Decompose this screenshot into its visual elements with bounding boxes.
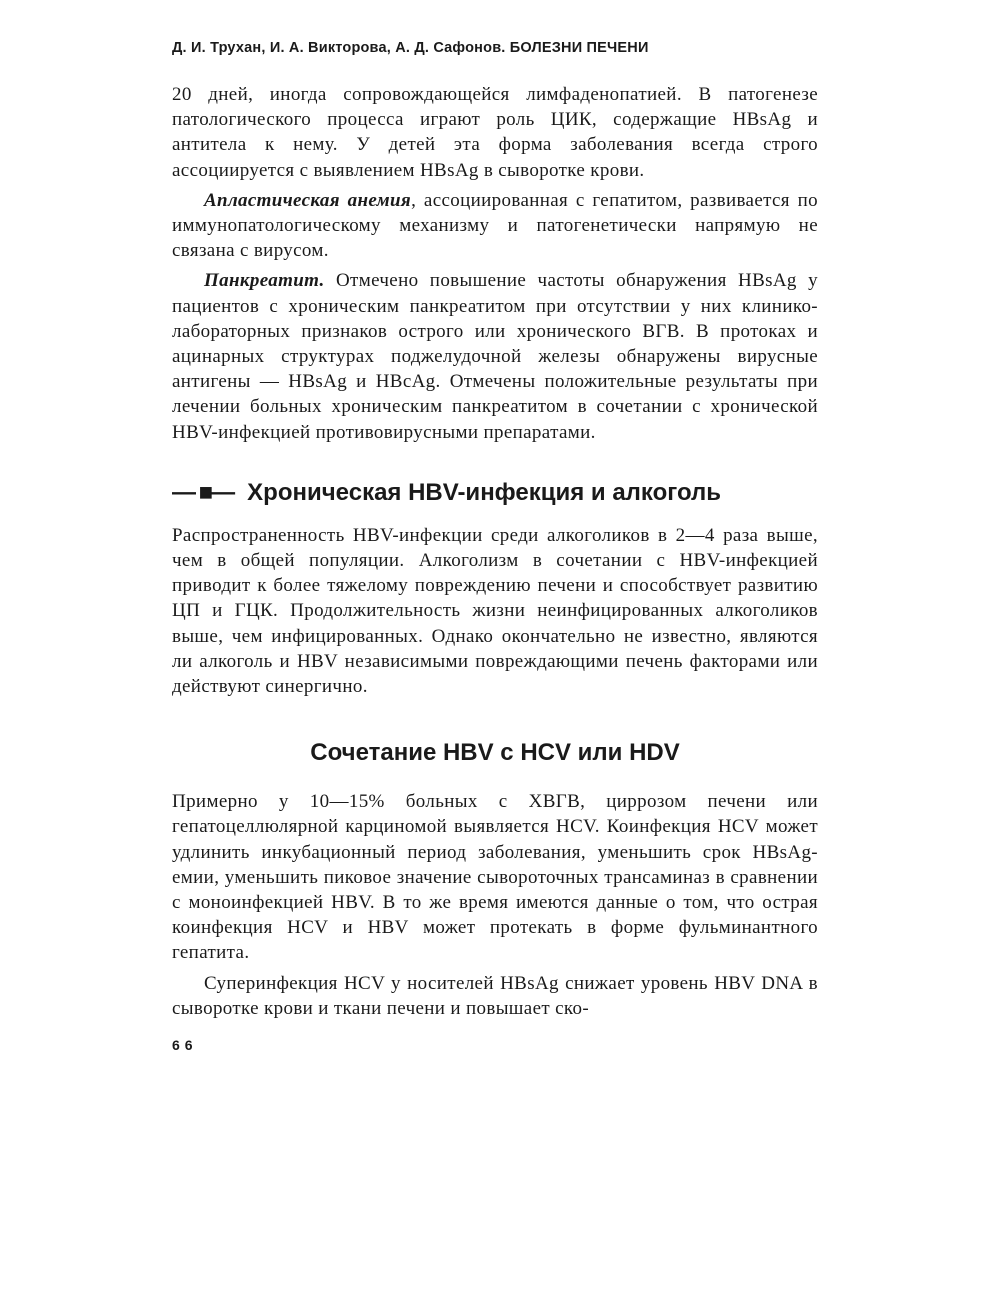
page xyxy=(172,40,818,1053)
body-text-top xyxy=(172,82,818,445)
paragraph-pancreatitis-text: Отмечено повышение частоты обнаружения HBsAg у пациентов с хроническим панкреатитом при отсутствии у них клинико-лабораторных признаков острого или хронического ВГВ. В протоках и ацинарных структурах поджелудочной железы обнаружены вирусные антигены — HBsAg и HBcAg. Отмечены положительные результаты при лечении больных хроническим панкреатитом в сочетании с хронической HBV-инфекцией противовирусными препаратами. xyxy=(172,270,818,443)
term-aplastic-anemia: Апластическая анемия xyxy=(204,189,412,211)
section-hbv-hcv-body xyxy=(172,789,818,1021)
section-heading-hbv-hcv-hdv: Сочетание HBV с HCV или HDV xyxy=(310,739,680,767)
paragraph-coinfection: Примерно у 10—15% больных с ХВГВ, циррозом печени или гепатоцеллюлярной карциномой выявляется HCV. Коинфекция HCV может удлинить инкубационный период заболевания, уменьшить срок HBsAg-емии, уменьшить пиковое значение сывороточных трансаминаз в сравнении с моноинфекцией HBV. В то же время имеются данные о том, что острая коинфекция HCV и HBV может протекать в форме фульминантного гепатита. xyxy=(172,791,818,964)
section-heading-hbv-alcohol xyxy=(172,479,818,507)
running-head: Д. И. Трухан, И. А. Викторова, А. Д. Сафонов. БОЛЕЗНИ ПЕЧЕНИ xyxy=(172,40,649,56)
paragraph-alcohol: Распространенность HBV-инфекции среди алкоголиков в 2—4 раза выше, чем в общей популяции. Алкоголизм в сочетании с HBV-инфекцией приводит к более тяжелому повреждению печени и способствует развитию ЦП и ГЦК. Продолжительность жизни неинфицированных алкоголиков выше, чем инфицированных. Однако окончательно не известно, являются ли алкоголь и HBV независимыми повреждающими печень факторами или действуют синергично. xyxy=(172,524,818,698)
section-heading-hbv-alcohol-text: Хроническая HBV-инфекция и алкоголь xyxy=(247,478,722,506)
page-number: 66 xyxy=(172,1037,198,1054)
paragraph-superinfection: Суперинфекция HCV у носителей HBsAg снижает уровень HBV DNA в сыворотке крови и ткани печени и повышает ско- xyxy=(172,972,818,1019)
paragraph-pancreatitis xyxy=(172,268,818,444)
term-pancreatitis: Панкреатит. xyxy=(204,270,325,292)
paragraph-aplastic-anemia-text: , ассоциированная с гепатитом, развивается по иммунопатологическому механизму и патогенетически напрямую не связана с вирусом. xyxy=(172,189,818,262)
paragraph-aplastic-anemia xyxy=(172,188,818,264)
section-hbv-alcohol-body xyxy=(172,523,818,699)
paragraph-continuation: 20 дней, иногда сопровождающейся лимфаденопатией. В патогенезе патологического процесса играют роль ЦИК, содержащие HBsAg и антитела к нему. У детей эта форма заболевания всегда строго ассоциируется с выявлением HBsAg в сыворотке крови. xyxy=(172,84,818,181)
heading-ornament-icon: — ■— xyxy=(172,478,234,506)
